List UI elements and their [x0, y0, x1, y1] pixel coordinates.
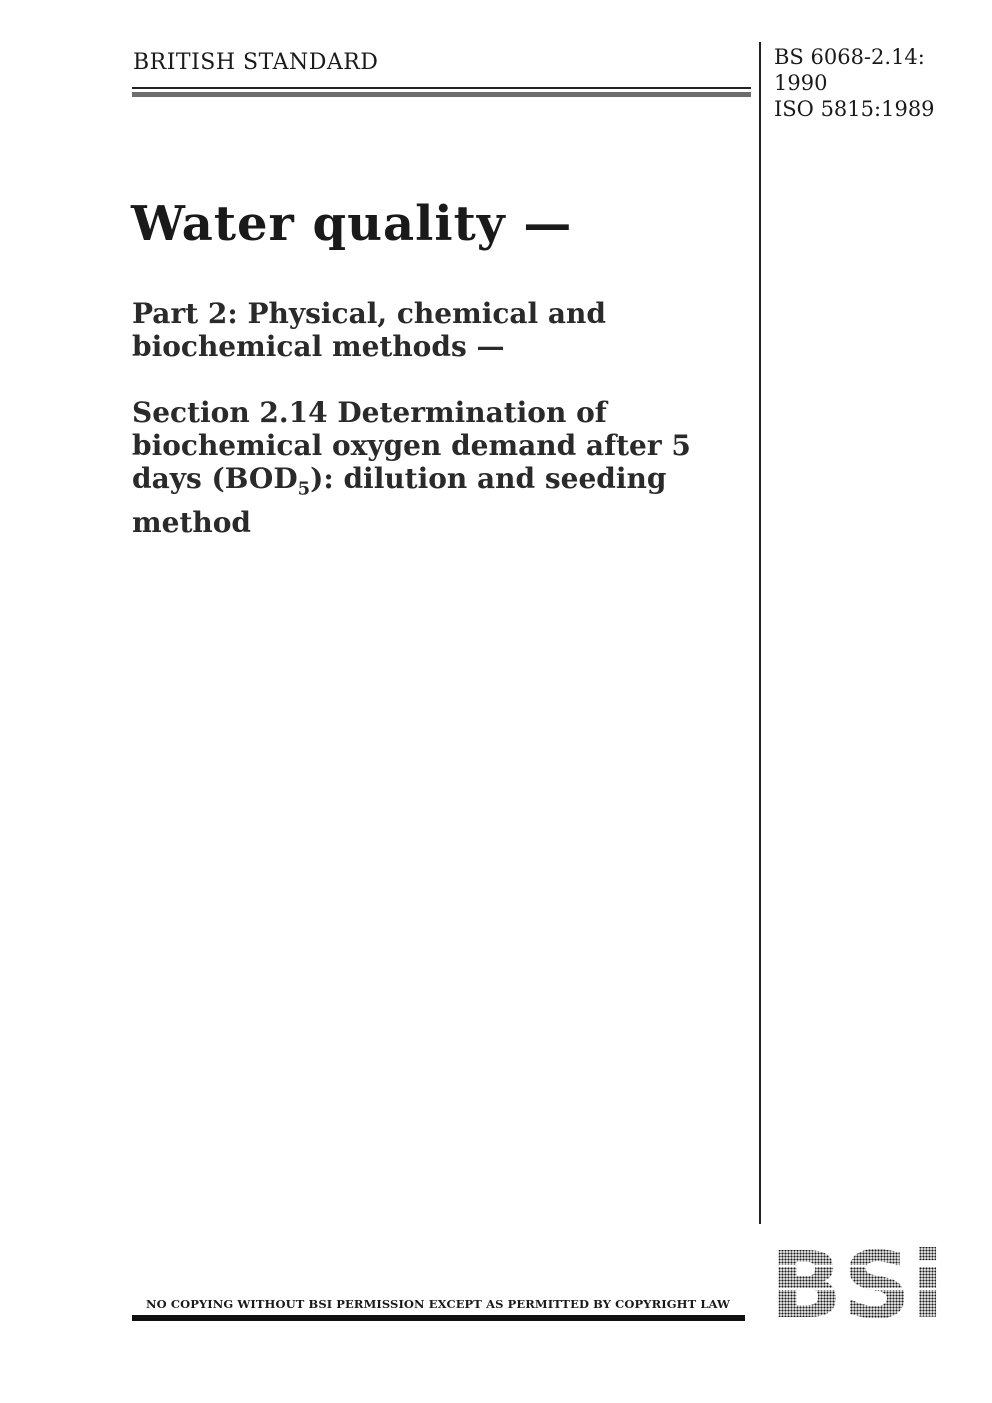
standard-number-bs: BS 6068-2.14: [774, 45, 925, 69]
copyright-notice: NO COPYING WITHOUT BSI PERMISSION EXCEPT AS PERMITTED BY COPYRIGHT LAW [146, 1297, 731, 1311]
standard-number-year: 1990 [774, 71, 828, 95]
section-text-end: ): dilution and seeding method [132, 462, 667, 539]
section-subscript: 5 [297, 478, 311, 500]
bsi-logo [769, 1243, 945, 1319]
section-subtitle [132, 396, 692, 539]
standard-number-iso: ISO 5815:1989 [774, 97, 935, 121]
standard-numbers [774, 44, 935, 122]
document-title: Water quality — [131, 196, 573, 252]
header-rule [132, 87, 751, 101]
footer-rule [132, 1315, 745, 1321]
section-text-start: Section 2.14 Determination of biochemical oxygen demand after 5 days (BOD [132, 396, 691, 495]
vertical-divider [759, 42, 761, 1224]
header-label: BRITISH STANDARD [133, 50, 379, 75]
part-subtitle: Part 2: Physical, chemical and biochemical methods — [132, 297, 606, 363]
